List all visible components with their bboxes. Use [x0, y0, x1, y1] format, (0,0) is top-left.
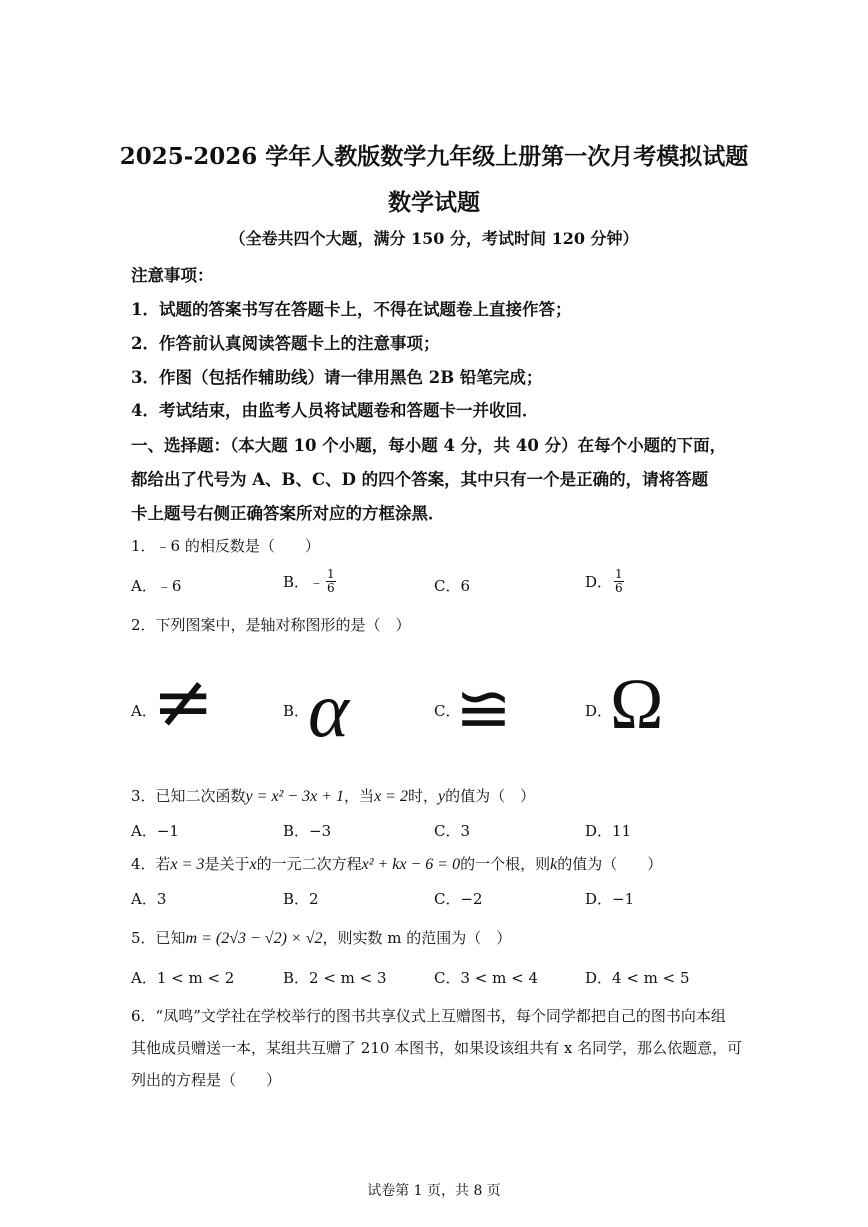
section-instructions: 都给出了代号为 A、B、C、D 的四个答案，其中只有一个是正确的，请将答题 — [131, 470, 709, 489]
question-2-stem: 2．下列图案中，是轴对称图形的是（ ） — [131, 616, 411, 634]
not-equal-symbol-icon: ≠ — [152, 659, 215, 745]
q1-option-d — [585, 568, 624, 595]
q2-option-c-label: C． — [434, 702, 461, 720]
q4-condition: x = 3 — [170, 856, 205, 873]
q4-text: 的一个根，则 — [460, 855, 551, 873]
q1-option-b-label: B．﹣ — [283, 573, 325, 591]
q3-option-b: B．−3 — [283, 822, 332, 840]
notes-heading: 注意事项： — [131, 266, 214, 285]
q2-option-b-label: B． — [283, 702, 310, 720]
q4-text: 是关于 — [204, 855, 250, 873]
fraction-denominator: 6 — [327, 581, 335, 595]
q2-option-a-label: A． — [131, 702, 157, 720]
q3-text: 3．已知二次函数 — [131, 787, 246, 805]
question-4-stem — [131, 853, 662, 874]
q4-text: 的一元二次方程 — [256, 855, 362, 873]
q4-option-a: A．3 — [131, 890, 167, 908]
q4-formula: x² + kx − 6 = 0 — [361, 856, 461, 873]
fraction — [326, 568, 336, 595]
section-instructions: 一、选择题：（本大题 10 个小题，每小题 4 分，共 40 分）在每个小题的下面， — [131, 436, 727, 455]
note-item: 2．作答前认真阅读答题卡上的注意事项； — [131, 334, 440, 353]
question-1-stem: 1．﹣6 的相反数是（ ） — [131, 537, 320, 555]
q5-option-a: A．1 < m < 2 — [131, 969, 235, 987]
q4-option-d: D．−1 — [585, 890, 635, 908]
note-item: 3．作图（包括作辅助线）请一律用黑色 2B 铅笔完成； — [131, 368, 543, 387]
q4-variable: x — [249, 856, 257, 873]
exam-info: （全卷共四个大题，满分 150 分，考试时间 120 分钟） — [229, 229, 639, 248]
fraction-numerator: 1 — [327, 567, 335, 581]
page-footer: 试卷第 1 页，共 8 页 — [367, 1183, 501, 1199]
alpha-symbol-icon: α — [308, 666, 349, 753]
question-5-stem — [131, 927, 511, 948]
q5-text: 5．已知 — [131, 929, 186, 947]
q3-option-d: D．11 — [585, 822, 632, 840]
question-6-stem: 列出的方程是（ ） — [131, 1071, 282, 1089]
q5-option-c: C．3 < m < 4 — [434, 969, 538, 987]
exam-title: 2025-2026 学年人教版数学九年级上册第一次月考模拟试题 — [119, 143, 749, 170]
question-6-stem: 6．“凤鸣”文学社在学校举行的图书共享仪式上互赠图书，每个同学都把自己的图书向本组 — [131, 1007, 726, 1025]
q3-variable: y — [437, 788, 446, 805]
q1-option-b — [283, 568, 336, 595]
fraction-denominator: 6 — [615, 581, 623, 595]
q5-formula: m = (2√3 − √2) × √2 — [185, 930, 323, 947]
q3-formula: y = x² − 3x + 1 — [245, 788, 345, 805]
note-item: 1．试题的答案书写在答题卡上，不得在试题卷上直接作答； — [131, 300, 572, 319]
q5-text: ，则实数 m 的范围为（ ） — [322, 929, 512, 947]
q2-option-d-label: D． — [585, 702, 613, 720]
q3-text: ，当 — [344, 787, 375, 805]
congruent-symbol-icon: ≌ — [455, 670, 512, 749]
q1-option-d-label: D． — [585, 573, 613, 591]
q3-option-a: A．−1 — [131, 822, 179, 840]
question-6-stem: 其他成员赠送一本，某组共互赠了 210 本图书，如果设该组共有 x 名同学，那么依题意，可 — [131, 1039, 743, 1057]
q5-option-d: D．4 < m < 5 — [585, 969, 690, 987]
omega-symbol-icon: Ω — [610, 664, 664, 744]
fraction — [614, 568, 624, 595]
q4-option-c: C．−2 — [434, 890, 483, 908]
q3-text: 时， — [407, 787, 438, 805]
q4-option-b: B．2 — [283, 890, 319, 908]
q4-text: 4．若 — [131, 855, 171, 873]
q1-option-a: A．﹣6 — [131, 577, 182, 595]
section-instructions: 卡上题号右侧正确答案所对应的方框涂黑． — [131, 504, 445, 523]
question-3-stem — [131, 785, 535, 806]
note-item: 4．考试结束，由监考人员将试题卷和答题卡一并收回． — [131, 401, 539, 420]
q5-option-b: B．2 < m < 3 — [283, 969, 387, 987]
fraction-numerator: 1 — [615, 567, 623, 581]
q3-option-c: C．3 — [434, 822, 471, 840]
q3-condition: x = 2 — [374, 788, 408, 805]
exam-subtitle: 数学试题 — [388, 189, 480, 216]
q4-variable-k: k — [550, 856, 558, 873]
q3-text: 的值为（ ） — [445, 787, 536, 805]
q4-text: 的值为（ ） — [557, 855, 663, 873]
q1-option-c: C．6 — [434, 577, 471, 595]
